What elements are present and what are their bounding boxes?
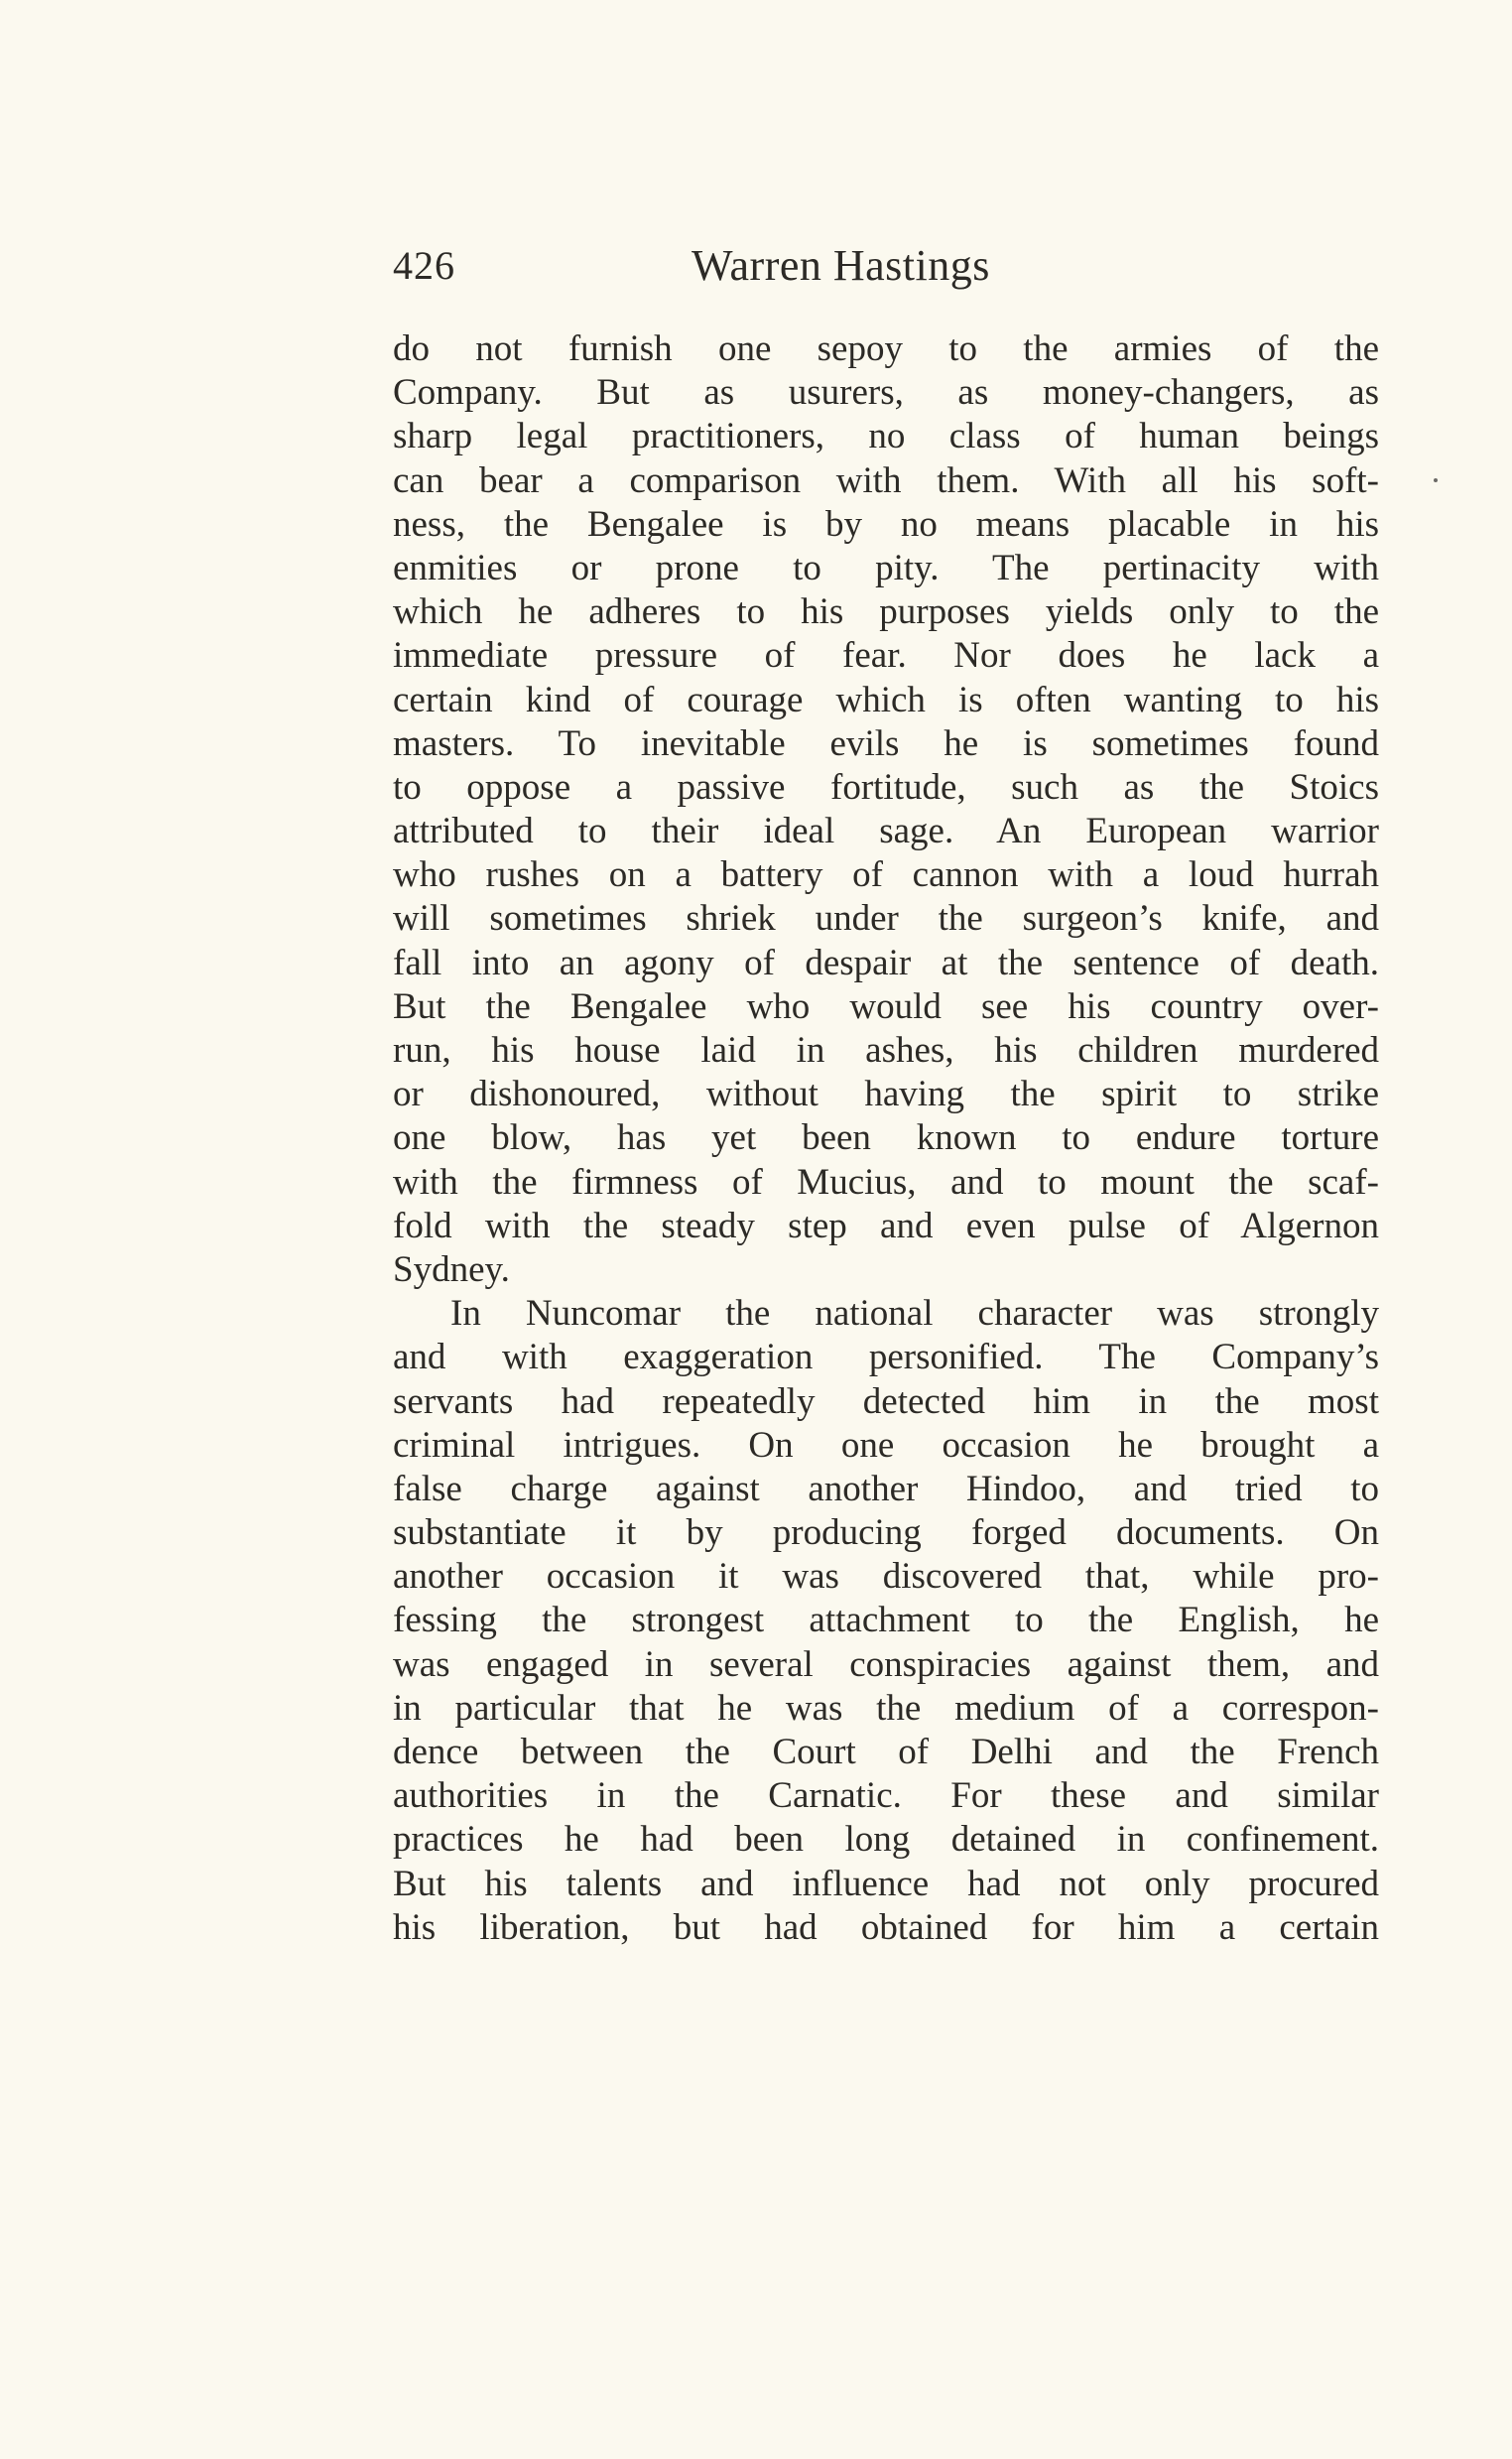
text-line: masters. To inevitable evils he is sometimes found: [393, 722, 1379, 764]
text-line: But the Bengalee who would see his country over-: [393, 985, 1379, 1027]
text-line: substantiate it by producing forged documents. On: [393, 1512, 1379, 1554]
page-number: 426: [393, 243, 455, 288]
text-line: which he adheres to his purposes yields only to the: [393, 591, 1379, 633]
text-line: will sometimes shriek under the surgeon’s knife, and: [393, 898, 1379, 940]
text-line: enmities or prone to pity. The pertinacity with: [393, 547, 1379, 588]
text-line: can bear a comparison with them. With all his soft-: [393, 459, 1379, 501]
text-line: was engaged in several conspiracies against them, and: [393, 1643, 1379, 1685]
text-line: his liberation, but had obtained for him a certain: [393, 1906, 1379, 1948]
body-text: [393, 327, 1379, 1950]
text-line: servants had repeatedly detected him in the most: [393, 1380, 1379, 1422]
text-line: one blow, has yet been known to endure torture: [393, 1117, 1379, 1159]
text-line: practices he had been long detained in confinement.: [393, 1819, 1379, 1861]
margin-mark: [1434, 478, 1438, 482]
text-line: with the firmness of Mucius, and to mount the scaf-: [393, 1161, 1379, 1203]
text-line: certain kind of courage which is often wanting to his: [393, 679, 1379, 720]
paragraph: [393, 327, 1379, 1292]
text-line: Sydney.: [393, 1248, 510, 1290]
text-line: But his talents and influence had not only procured: [393, 1863, 1379, 1904]
text-line: who rushes on a battery of cannon with a loud hurrah: [393, 854, 1379, 896]
running-title: Warren Hastings: [692, 241, 990, 290]
text-line: Company. But as usurers, as money-changers, as: [393, 372, 1379, 414]
text-line: attributed to their ideal sage. An European warrior: [393, 811, 1379, 852]
text-line: fold with the steady step and even pulse of Algernon: [393, 1205, 1379, 1246]
text-line: to oppose a passive fortitude, such as the Stoics: [393, 766, 1379, 808]
text-line: authorities in the Carnatic. For these and similar: [393, 1775, 1379, 1817]
running-head: [393, 236, 1385, 296]
text-line: dence between the Court of Delhi and the French: [393, 1732, 1379, 1772]
text-line: in particular that he was the medium of a correspon-: [393, 1687, 1379, 1729]
text-line: In Nuncomar the national character was strongly: [450, 1293, 1379, 1335]
text-line: false charge against another Hindoo, and tried to: [393, 1468, 1379, 1509]
text-line: another occasion it was discovered that, while pro-: [393, 1556, 1379, 1598]
paragraph: [393, 1292, 1379, 1950]
text-line: run, his house laid in ashes, his children murdered: [393, 1030, 1379, 1071]
text-line: criminal intrigues. On one occasion he brought a: [393, 1424, 1379, 1466]
text-line: fall into an agony of despair at the sentence of death.: [393, 942, 1379, 983]
text-line: fessing the strongest attachment to the English, he: [393, 1600, 1379, 1641]
text-line: or dishonoured, without having the spirit to strike: [393, 1074, 1379, 1115]
text-line: sharp legal practitioners, no class of human beings: [393, 416, 1379, 457]
text-line: and with exaggeration personified. The Company’s: [393, 1337, 1379, 1378]
text-line: immediate pressure of fear. Nor does he lack a: [393, 635, 1379, 677]
text-line: do not furnish one sepoy to the armies of the: [393, 328, 1379, 369]
text-line: ness, the Bengalee is by no means placable in his: [393, 503, 1379, 545]
